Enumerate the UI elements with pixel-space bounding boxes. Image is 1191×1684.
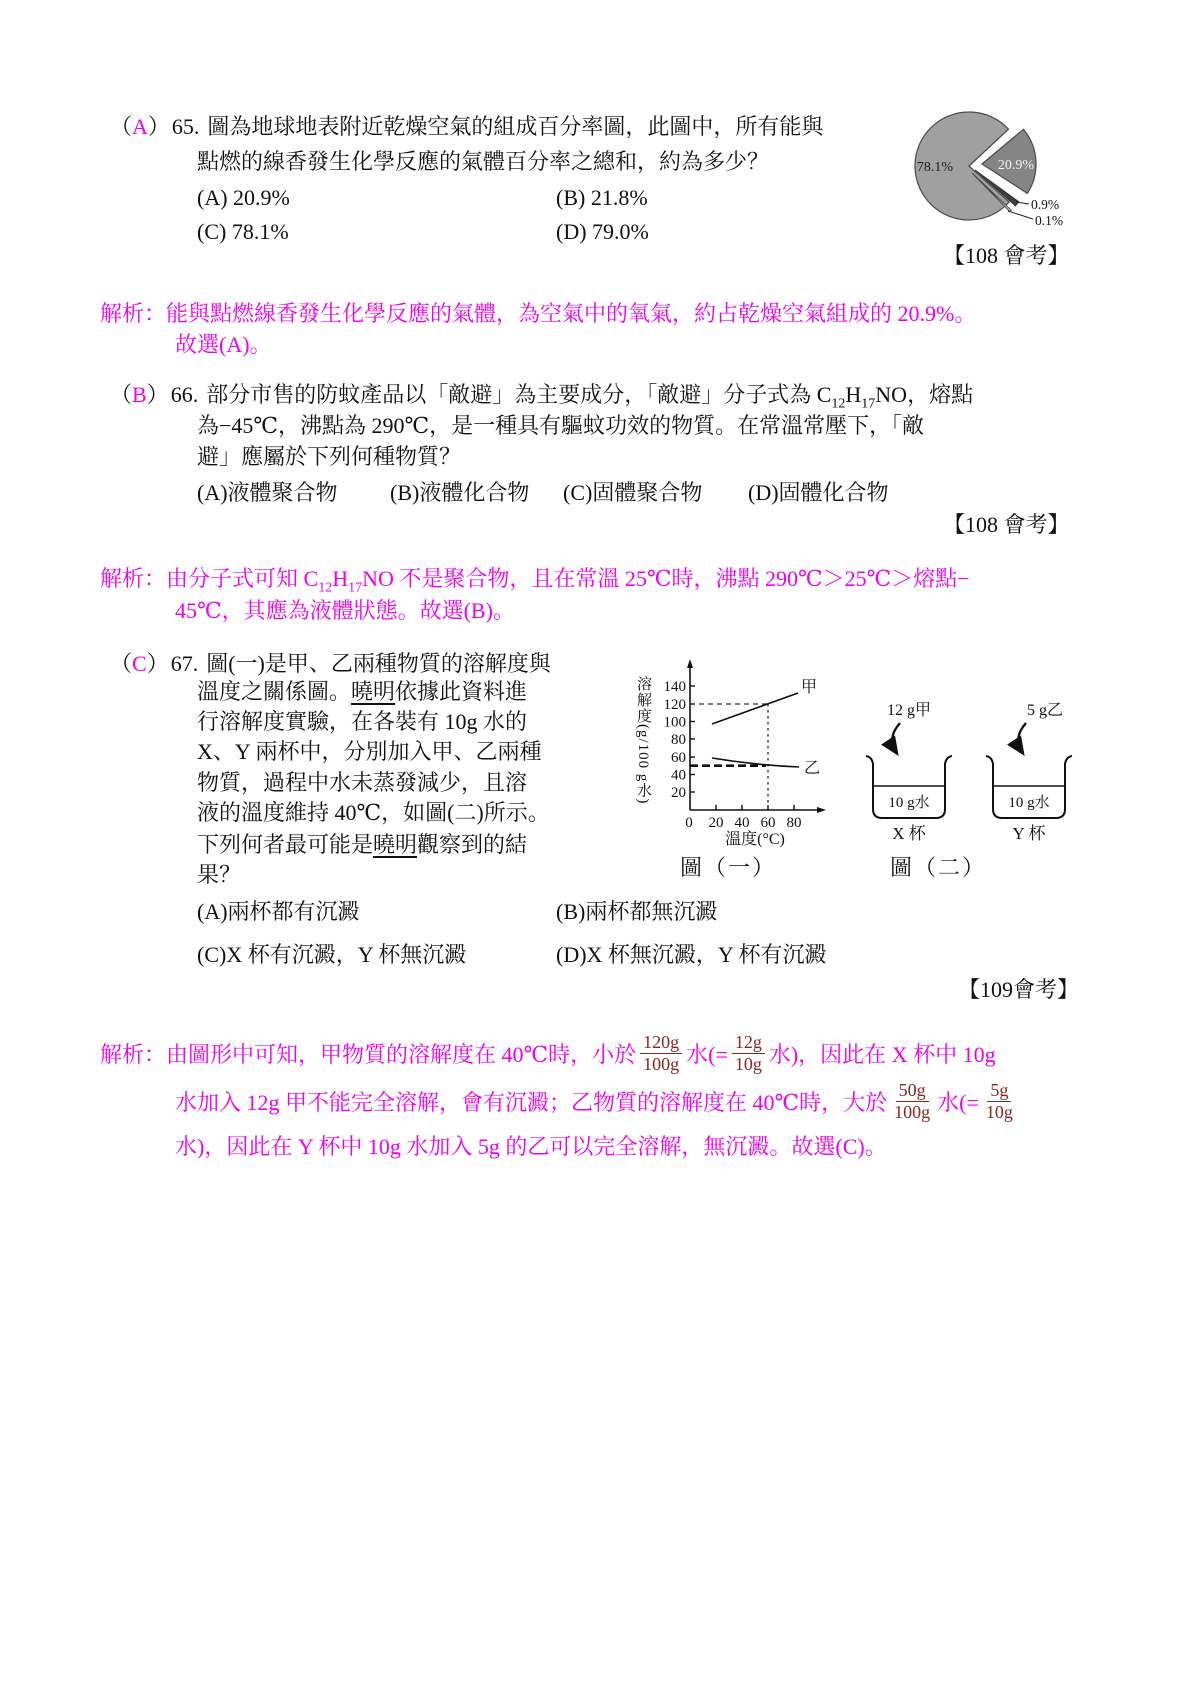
svg-text:80: 80 (786, 815, 802, 831)
question-67-line5: 物質，過程中水未蒸發減少，且溶 (197, 770, 528, 795)
question-66-text1: 部分市售的防蚊產品以「敵避」為主要成分，「敵避」分子式為 C (206, 382, 832, 407)
pie-label-20: 20.9% (997, 158, 1035, 173)
q65-analysis-line2: 故選(A)。 (175, 332, 272, 357)
figure1-caption: 圖（一） (680, 855, 777, 880)
cup-y-water-label: 10 g水 (1008, 795, 1050, 811)
svg-text:20: 20 (708, 815, 724, 831)
q67-option-c: (C)X 杯有沉澱，Y 杯無沉澱 (197, 942, 467, 967)
q65-option-c: (C) 78.1% (197, 219, 289, 244)
q67-analysis-line2: 水加入 12g 甲不能完全溶解，會有沉澱；乙物質的溶解度在 40℃時，大於 $\frac{50g}{100g}$ 水(= $\frac{5g}{10g}$ (175, 1080, 1020, 1122)
add-yi-label: 5 g乙 (1026, 702, 1064, 719)
question-65-number: 65. (171, 114, 200, 139)
question-66-line3: 避」應屬於下列何種物質？ (197, 444, 462, 469)
air-composition-pie-chart (895, 100, 1145, 240)
svg-text:40: 40 (671, 767, 686, 784)
q65-option-d: (D) 79.0% (556, 219, 649, 244)
answer-badge-65: （A） (110, 114, 170, 139)
figure2-caption: 圖（二） (890, 855, 987, 880)
question-66-number: 66. (170, 382, 199, 407)
svg-text:80: 80 (671, 732, 686, 748)
svg-text:120: 120 (663, 697, 686, 713)
pie-label-09: 0.9% (1031, 197, 1060, 212)
series-jia-label: 甲 (801, 679, 818, 696)
y-axis-arrow (687, 659, 693, 668)
solubility-graph (585, 634, 835, 854)
fraction-50-100: $\frac{50g}{100g}$ (894, 1080, 931, 1122)
svg-text:140: 140 (663, 679, 686, 695)
svg-text:20: 20 (671, 785, 686, 801)
q66-option-b: (B)液體化合物 (390, 480, 530, 505)
q66-option-a: (A)液體聚合物 (197, 480, 338, 505)
q67-option-a: (A)兩杯都有沉澱 (197, 899, 360, 924)
fraction-12-10: $\frac{12g}{10g}$ (732, 1032, 765, 1074)
cup-y-name: Y 杯 (1012, 824, 1046, 843)
answer-badge-66: （B） (110, 382, 169, 407)
x-axis-title: 溫度(°C) (725, 831, 785, 848)
underlined-name: 曉明 (351, 679, 396, 704)
question-67-line8: 果？ (197, 862, 242, 887)
q65-option-a: (A) 20.9% (197, 185, 290, 210)
question-67-line1 (110, 650, 551, 678)
q65-analysis-line1: 解析：能與點燃線香發生化學反應的氣體，為空氣中的氧氣，約占乾燥空氣組成的 20.9%。 (100, 301, 977, 326)
x-tick-labels (685, 815, 801, 831)
q67-source-tag: 【109會考】 (958, 977, 1080, 1002)
q66-analysis-line1: 解析：由分子式可知 $C_{12}H_{17}NO$ 不是聚合物，且在常溫 25℃時，沸點 290℃＞25℃＞熔點− (100, 566, 970, 596)
fraction-120-100: $\frac{120g}{100g}$ (640, 1032, 682, 1074)
series-jia-line (712, 693, 798, 724)
question-67-line2: 溫度之關係圖。曉明依據此資料進 (197, 679, 528, 704)
question-65-line2: 點燃的線香發生化學反應的氣體百分率之總和，約為多少？ (197, 149, 770, 174)
question-67-line6: 液的溫度維持 40℃，如圖(二)所示。 (197, 800, 550, 825)
question-65-text1: 圖為地球地表附近乾燥空氣的組成百分率圖，此圖中，所有能與 (207, 114, 824, 139)
svg-text:60: 60 (671, 750, 686, 766)
pie-label-01: 0.1% (1035, 213, 1064, 228)
y-axis-title: 溶解度(g/100 g水) (635, 676, 651, 805)
q67-analysis-line1: 解析：由圖形中可知，甲物質的溶解度在 40℃時，小於 $\frac{120g}{100g}$ 水(= $\frac{12g}{10g}$ 水)，因此在 X 杯中 10g (100, 1032, 996, 1074)
q65-source-tag: 【108 會考】 (943, 243, 1070, 268)
q67-analysis-line3: 水)，因此在 Y 杯中 10g 水加入 5g 的乙可以完全溶解，無沉澱。故選(C)。 (175, 1134, 887, 1159)
arrow-into-cup-y (1018, 723, 1026, 752)
leader-line-01 (1008, 211, 1033, 219)
q66-analysis-line2: 45℃，其應為液體狀態。故選(B)。 (175, 598, 515, 623)
question-67-line4: X、Y 兩杯中，分別加入甲、乙兩種 (197, 739, 542, 764)
question-67-line3: 行溶解度實驗，在各裝有 10g 水的 (197, 709, 528, 734)
fraction-5-10: $\frac{5g}{10g}$ (985, 1080, 1013, 1122)
q67-option-d: (D)X 杯無沉澱，Y 杯有沉澱 (556, 942, 827, 967)
svg-text:100: 100 (663, 714, 686, 731)
svg-text:0: 0 (685, 815, 693, 831)
question-65-line1 (110, 113, 823, 141)
cup-x-water-label: 10 g水 (888, 795, 930, 811)
y-tick-labels (664, 679, 687, 801)
answer-badge-67: （C） (110, 651, 169, 676)
formula-h: H (845, 382, 862, 407)
question-66-line2: 為−45℃，沸點為 290℃，是一種具有驅蚊功效的物質。在常溫常壓下，「敵 (197, 413, 925, 438)
question-66-line1 (110, 381, 974, 412)
formula-sub-12: 12 (831, 396, 846, 412)
q66-option-c: (C)固體聚合物 (563, 480, 703, 505)
beaker-diagram (850, 693, 1080, 845)
formula-sub-17: 17 (861, 396, 876, 412)
q66-source-tag: 【108 會考】 (943, 512, 1070, 537)
add-jia-label: 12 g甲 (886, 702, 932, 719)
question-66-text1b: NO，熔點 (875, 382, 974, 407)
pie-label-78: 78.1% (916, 160, 954, 175)
cup-x-name: X 杯 (892, 824, 926, 843)
q66-option-d: (D)固體化合物 (748, 480, 889, 505)
question-67-line7: 下列何者最可能是曉明觀察到的結 (197, 832, 528, 857)
svg-text:60: 60 (760, 815, 776, 831)
question-67-number: 67. (170, 651, 199, 676)
q67-option-b: (B)兩杯都無沉澱 (556, 899, 718, 924)
arrow-into-cup-x (892, 723, 900, 752)
q65-option-b: (B) 21.8% (556, 185, 648, 210)
series-yi-label: 乙 (804, 760, 821, 777)
x-axis-arrow (817, 807, 826, 813)
underlined-name-2: 曉明 (373, 832, 418, 857)
svg-text:40: 40 (734, 815, 750, 831)
question-67-text1: 圖(一)是甲、乙兩種物質的溶解度與 (206, 651, 551, 676)
